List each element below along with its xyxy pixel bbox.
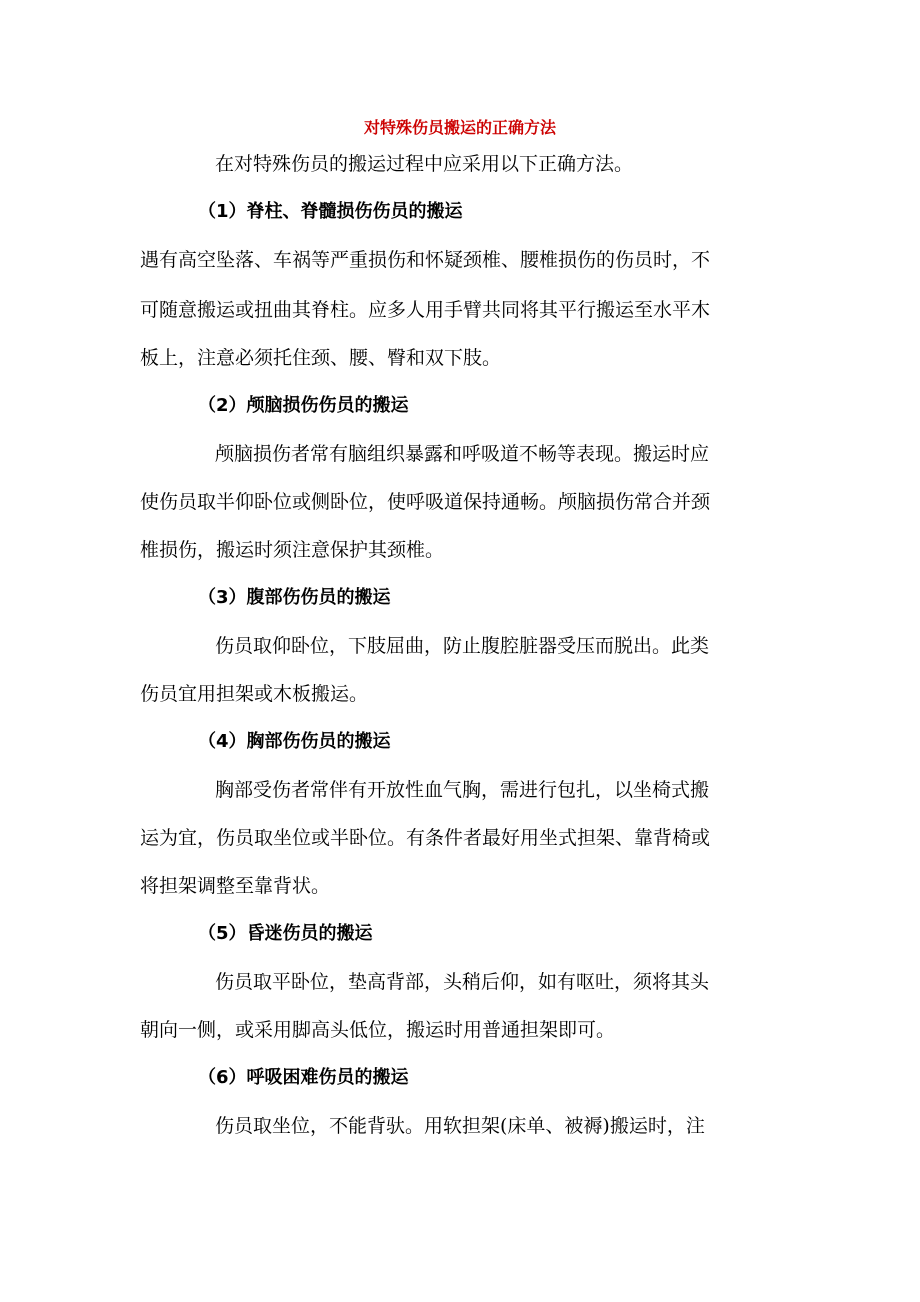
section-heading-spine: （1）脊柱、脊髓损伤伤员的搬运 (198, 201, 463, 222)
section-text-line: 伤员取仰卧位，下肢屈曲，防止腹腔脏器受压而脱出。此类 (215, 635, 710, 657)
section-text-line: 伤员宜用担架或木板搬运。 (140, 683, 369, 705)
section-text-line: 朝向一侧，或采用脚高头低位，搬运时用普通担架即可。 (140, 1019, 616, 1041)
section-text-line: 椎损伤，搬运时须注意保护其颈椎。 (140, 539, 445, 561)
intro-paragraph: 在对特殊伤员的搬运过程中应采用以下正确方法。 (215, 153, 634, 175)
section-text-line: 将担架调整至靠背状。 (140, 875, 331, 897)
section-text-line: 伤员取坐位，不能背驮。用软担架(床单、被褥)搬运时，注 (215, 1115, 705, 1137)
section-text-line: 使伤员取半仰卧位或侧卧位，使呼吸道保持通畅。颅脑损伤常合并颈 (140, 491, 711, 513)
section-heading-abdominal: （3）腹部伤伤员的搬运 (198, 587, 391, 608)
section-text-line: 颅脑损伤者常有脑组织暴露和呼吸道不畅等表现。搬运时应 (215, 443, 710, 465)
section-text-line: 胸部受伤者常伴有开放性血气胸，需进行包扎，以坐椅式搬 (215, 779, 710, 801)
section-text-line: 运为宜，伤员取坐位或半卧位。有条件者最好用坐式担架、靠背椅或 (140, 827, 711, 849)
section-heading-chest: （4）胸部伤伤员的搬运 (198, 731, 391, 752)
document-title: 对特殊伤员搬运的正确方法 (363, 118, 556, 137)
section-text-line: 伤员取平卧位，垫高背部，头稍后仰，如有呕吐，须将其头 (215, 971, 710, 993)
section-heading-craniocerebral: （2）颅脑损伤伤员的搬运 (198, 395, 409, 416)
section-heading-unconscious: （5）昏迷伤员的搬运 (198, 923, 373, 944)
section-text-line: 可随意搬运或扭曲其脊柱。应多人用手臂共同将其平行搬运至水平木 (140, 299, 711, 321)
section-text-line: 板上，注意必须托住颈、腰、臀和双下肢。 (140, 347, 502, 369)
section-text-line: 遇有高空坠落、车祸等严重损伤和怀疑颈椎、腰椎损伤的伤员时，不 (140, 249, 711, 271)
section-heading-dyspnea: （6）呼吸困难伤员的搬运 (198, 1067, 409, 1088)
